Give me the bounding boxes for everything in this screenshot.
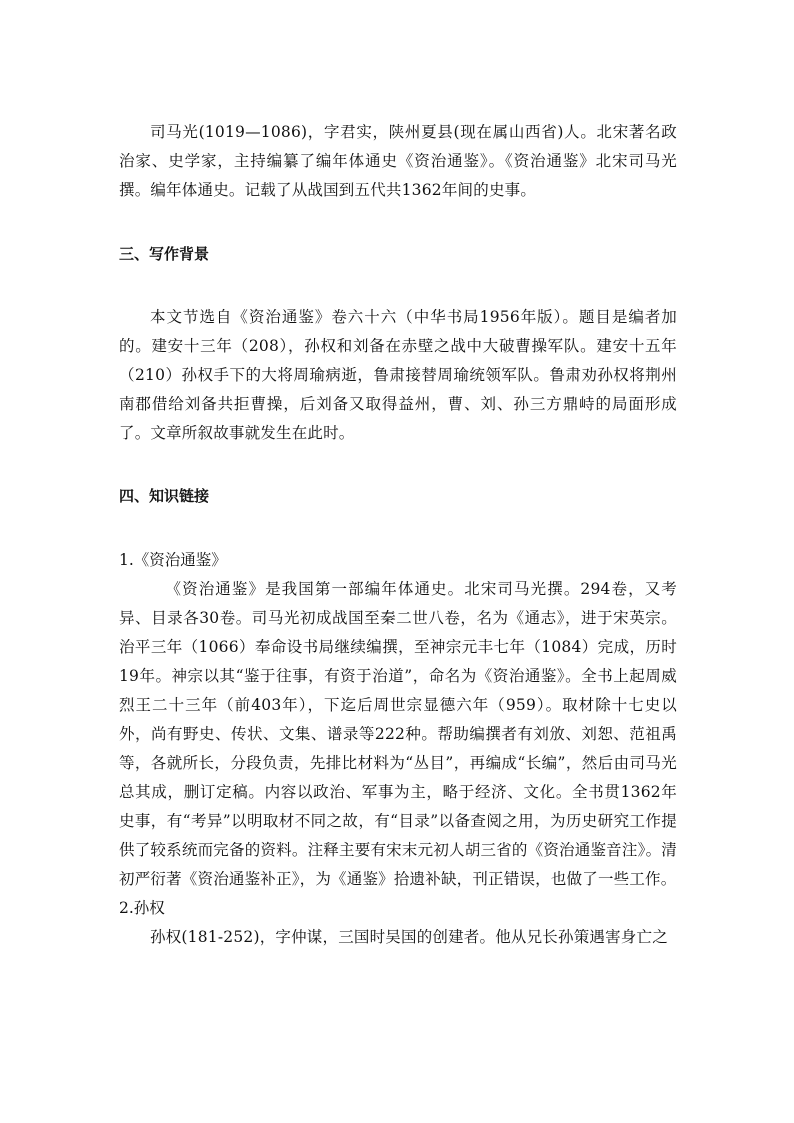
knowledge-item-title-zizhitongjian: 1.《资治通鉴》: [119, 551, 227, 569]
knowledge-item-title-sunquan: 2.孙权: [119, 899, 165, 917]
background-paragraph: 本文节选自《资治通鉴》卷六十六（中华书局1956年版）。题目是编者加的。建安十三年（208），孙权和刘备在赤壁之战中大破曹操军队。建安十五年（210）孙权手下的大将周瑜病逝，鲁肃接替周瑜统领军队。鲁肃劝孙权将荆州南郡借给刘备共拒曹操，后刘备又取得益州，曹、刘、孙三方鼎峙的局面形成了。文章所叙故事就发生在此时。: [119, 308, 677, 442]
knowledge-item-text-sunquan: 孙权(181-252)，字仲谋，三国时吴国的创建者。他从兄长孙策遇害身亡之: [150, 928, 668, 946]
intro-paragraph: 司马光(1019—1086)，字君实，陕州夏县(现在属山西省)人。北宋著名政治家、史学家，主持编纂了编年体通史《资治通鉴》。《资治通鉴》北宋司马光撰。编年体通史。记载了从战国到五代共1362年间的史事。: [119, 123, 677, 199]
knowledge-item-text-zizhitongjian: 《资治通鉴》是我国第一部编年体通史。北宋司马光撰。294卷，又考异、目录各30卷。司马光初成战国至秦二世八卷，名为《通志》，进于宋英宗。治平三年（1066）奉命设书局继续编撰，至神宗元丰七年（1084）完成，历时19年。神宗以其“鉴于往事，有资于治道”，命名为《资治通鉴》。全书上起周威烈王二十三年（前403年），下迄后周世宗显德六年（959）。取材除十七史以外，尚有野史、传状、文集、谱录等222种。帮助编撰者有刘攽、刘恕、范祖禹等，各就所长，分段负责，先排比材料为“丛目”，再编成“长编”，然后由司马光总其成，删订定稿。内容以政治、军事为主，略于经济、文化。全书贯1362年史事，有“考异”以明取材不同之故，有“目录”以备查阅之用，为历史研究工作提供了较系统而完备的资料。注释主要有宋末元初人胡三省的《资治通鉴音注》。清初严衍著《资治通鉴补正》，为《通鉴》拾遗补缺，刊正错误，也做了一些工作。: [119, 580, 677, 888]
section-heading-knowledge-links: 四、知识链接: [119, 487, 210, 505]
section-heading-writing-background: 三、写作背景: [119, 245, 210, 263]
document-page: [119, 118, 677, 952]
